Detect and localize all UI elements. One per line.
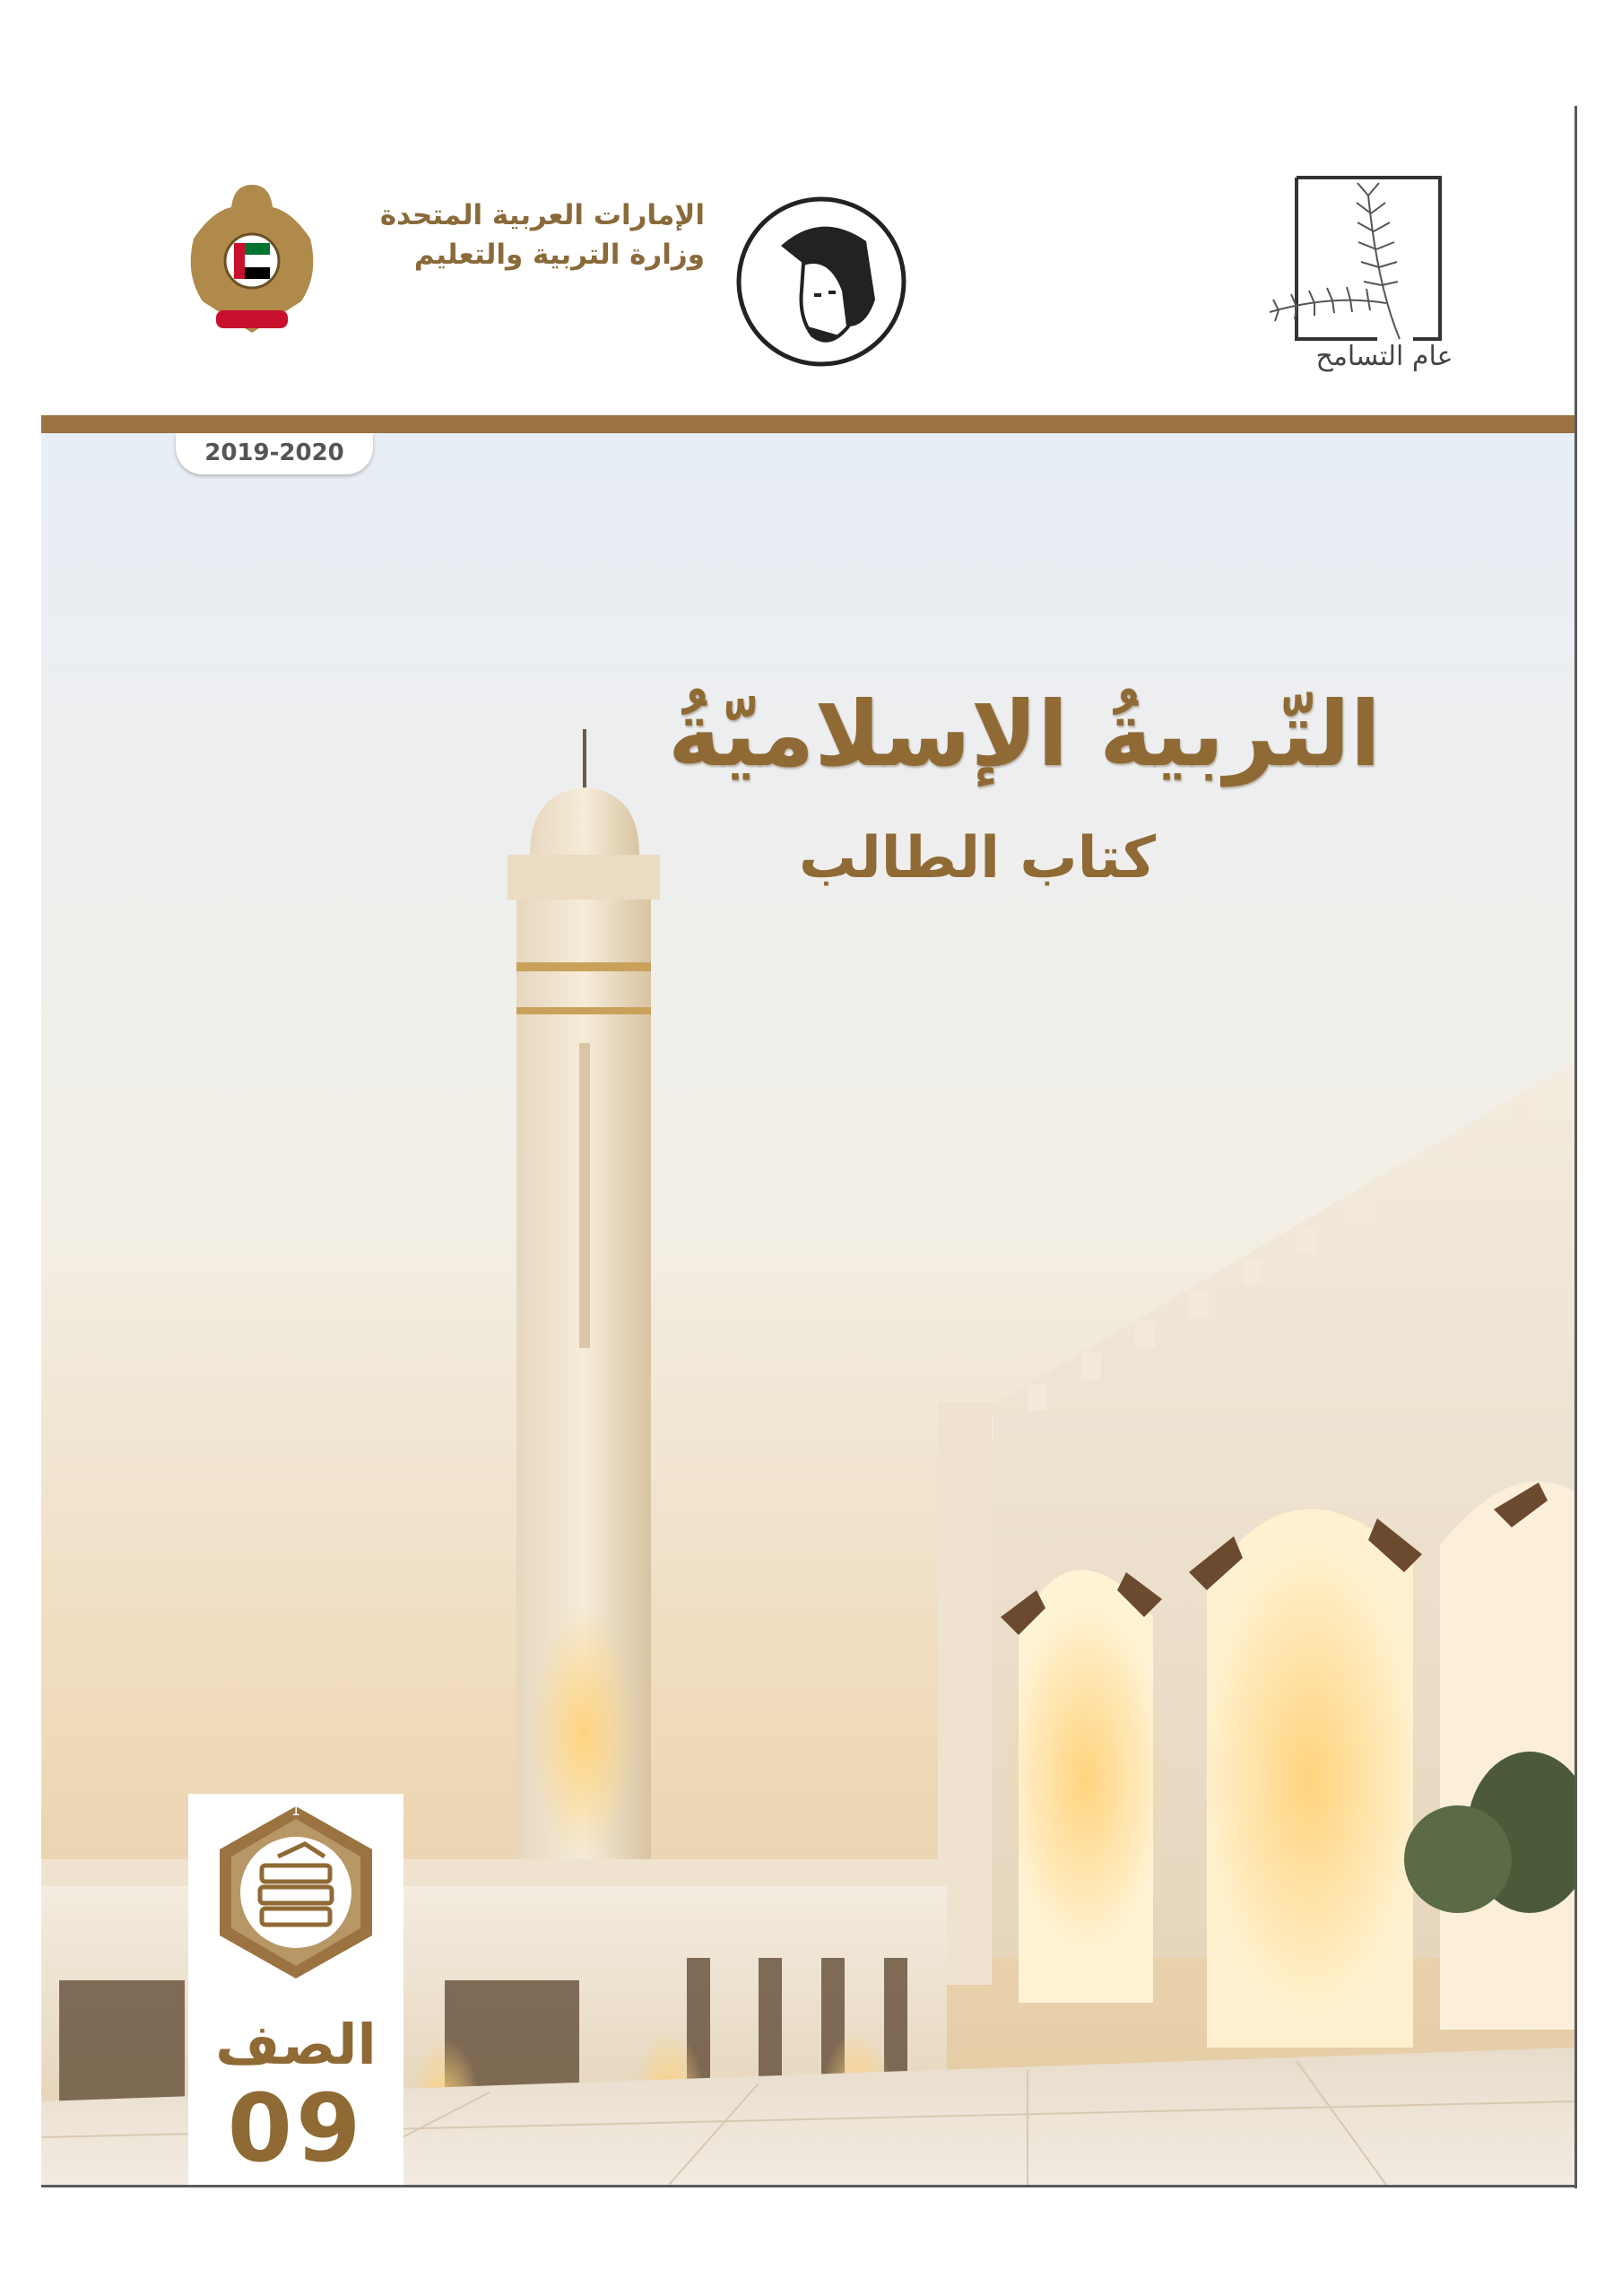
grade-label: الصف: [215, 2012, 377, 2077]
ministry-name: وزارة التربية والتعليم: [413, 239, 705, 271]
tolerance-logo-text: عام التسامح: [1315, 341, 1453, 372]
academic-year-badge: 2019-2020: [176, 433, 373, 474]
cover-header: [41, 106, 1574, 415]
grade-segment-3: 3: [219, 1940, 230, 1957]
grade-number: 09: [227, 2074, 365, 2183]
uae-ministry-text: [328, 196, 705, 274]
portrait-icon: [732, 192, 911, 371]
page-bottom-line: [41, 2185, 1577, 2187]
gold-band: [41, 415, 1577, 433]
uae-emblem-icon: [185, 176, 319, 346]
page-edge-line: [1574, 106, 1577, 2188]
book-subtitle: كتاب الطالب: [798, 825, 1157, 891]
grade-segment-2: 2: [362, 1940, 373, 1957]
tolerance-leaf-icon: [1243, 160, 1476, 447]
book-title: التّربيةُ الإسلاميّةُ: [667, 682, 1381, 787]
grade-badge: [188, 1794, 403, 2185]
grade-segment-1: 1: [291, 1802, 301, 1819]
uae-country-name: الإمارات العربية المتحدة: [379, 199, 705, 231]
books-stack-icon: [188, 1794, 403, 2009]
